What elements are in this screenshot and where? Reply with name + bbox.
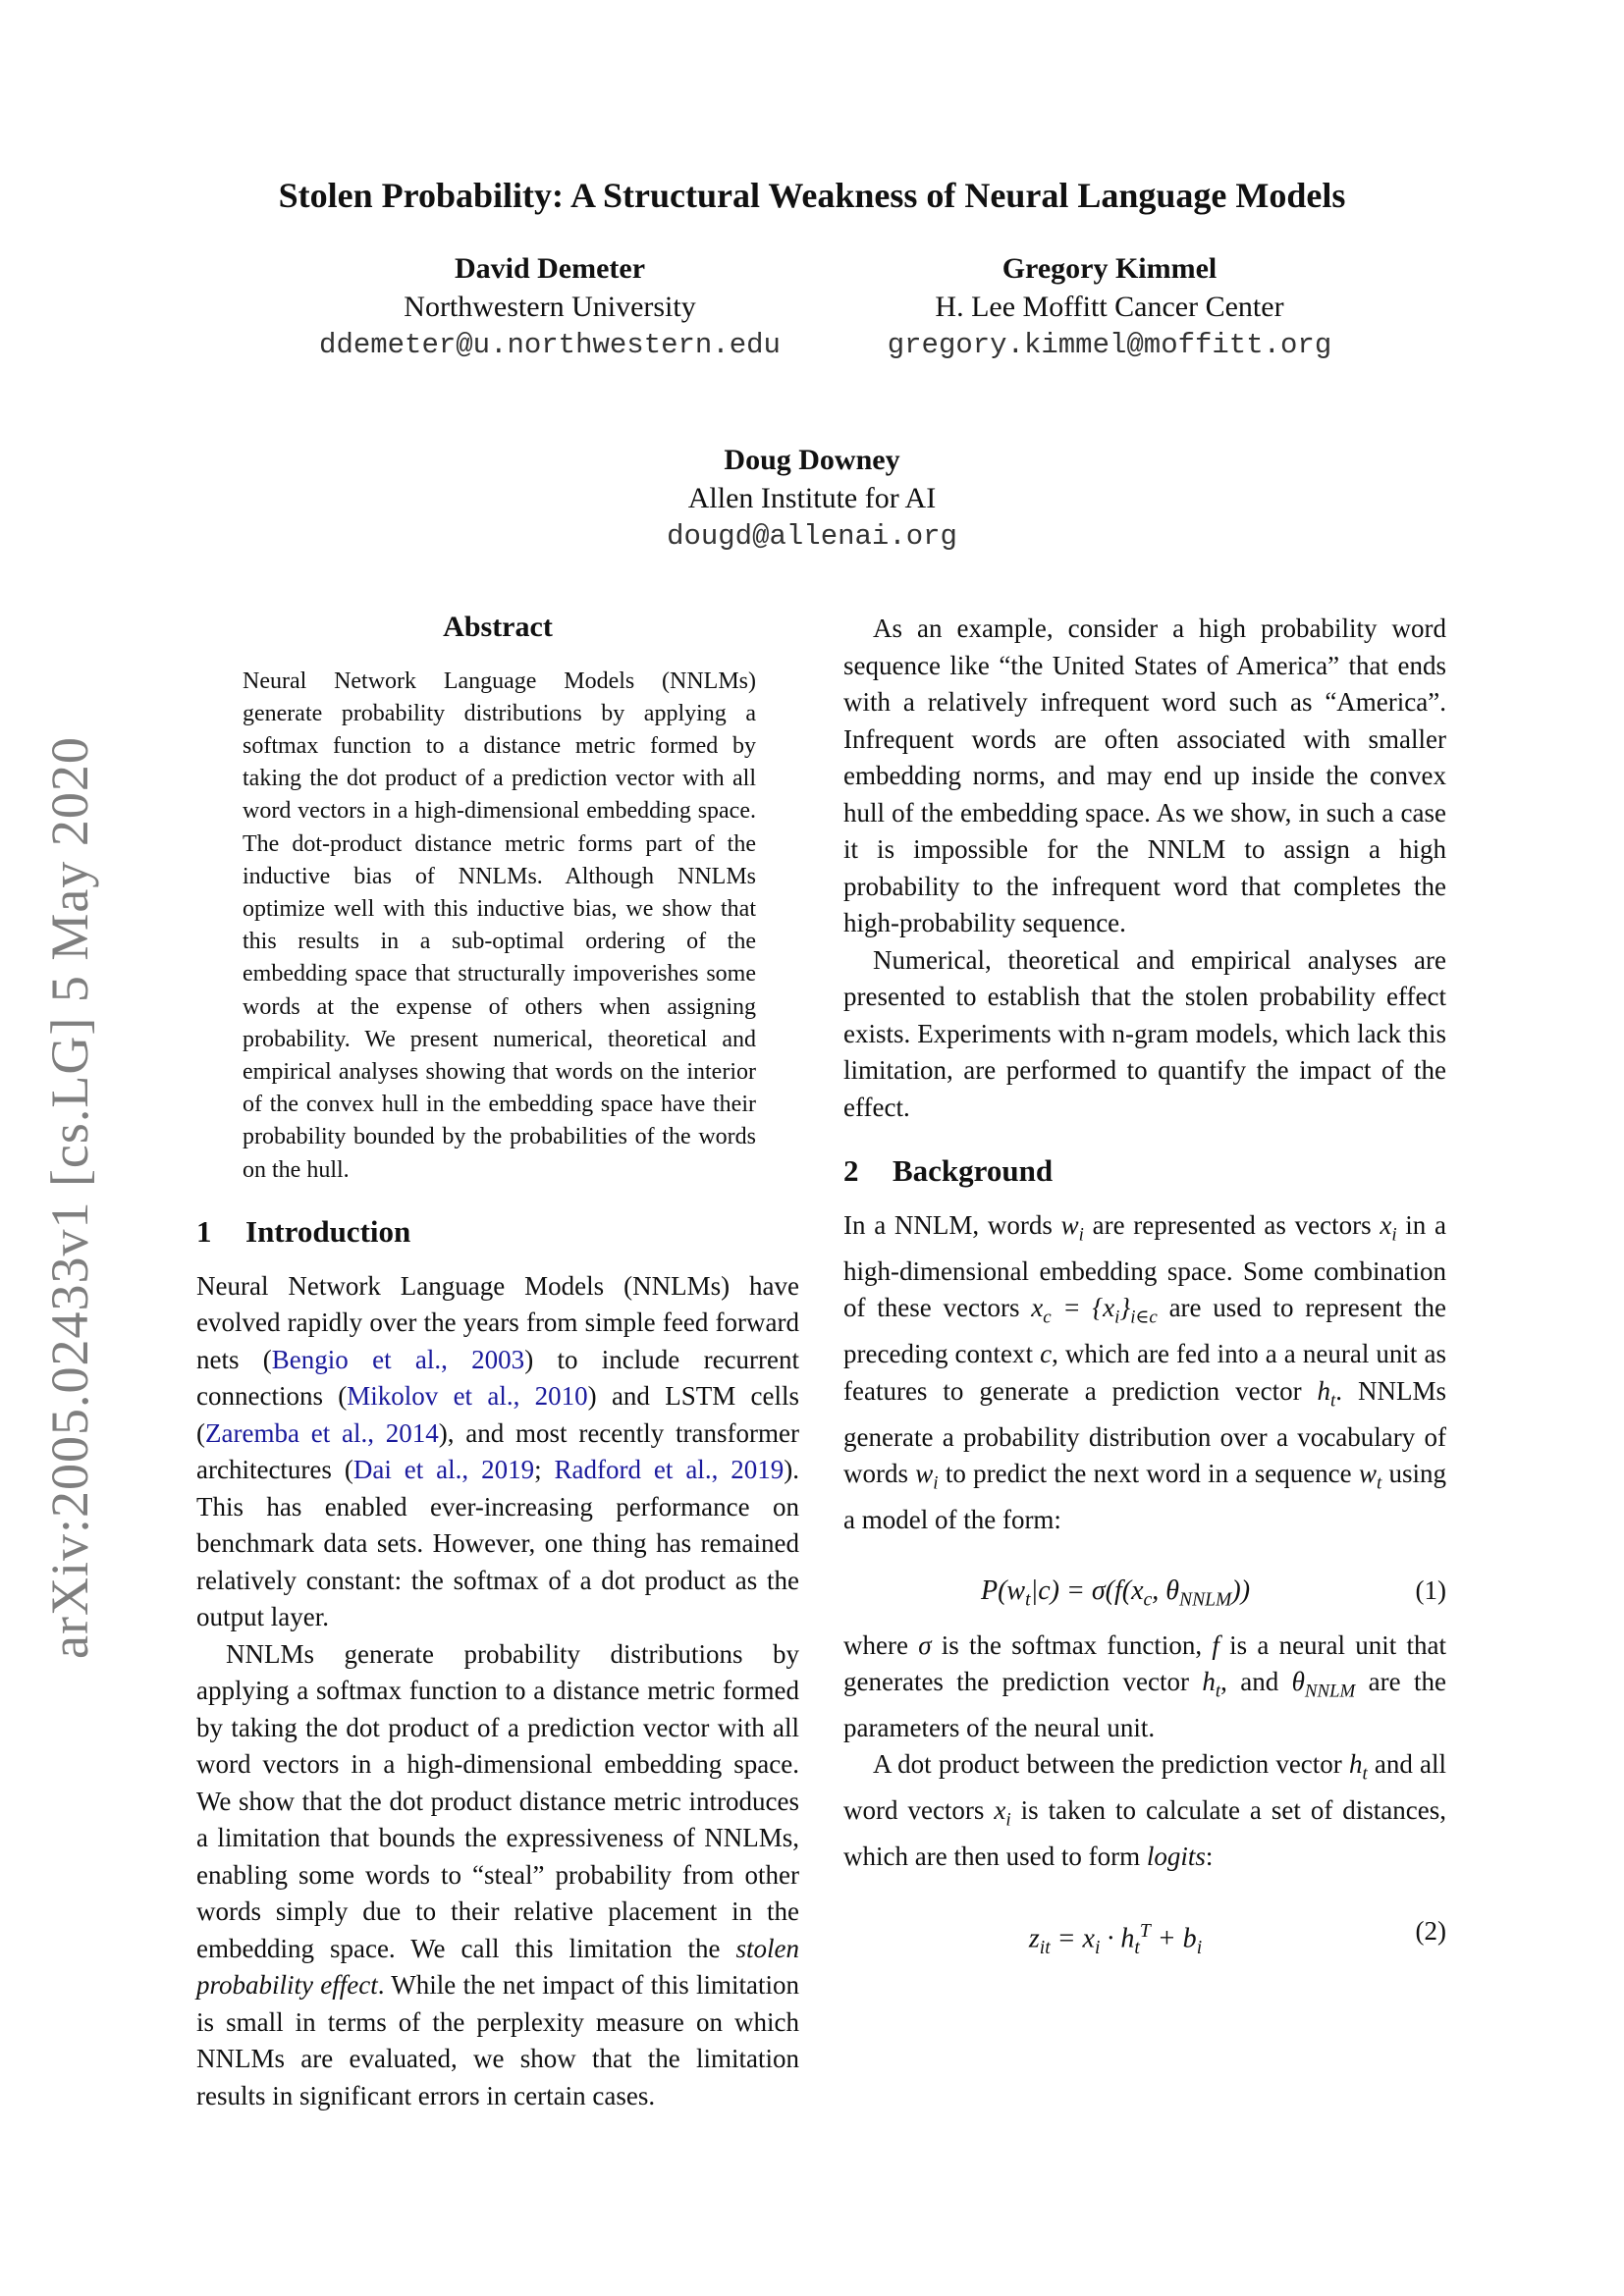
section-title: Introduction [245,1213,411,1249]
citation-link[interactable]: Radford et al., 2019 [554,1455,785,1485]
author-block [805,249,1414,364]
section-heading-introduction [196,1212,799,1252]
author-email: gregory.kimmel@moffitt.org [887,329,1332,361]
background-paragraph-1: In a NNLM, words $w_i$ are represented as vectors $x_i$ in a high-dimensional embedding space. Some combination of these vectors $x_c = \{x_i\}_{i\in c}$ are used to represent the preceding context c, which are fed into a a neural unit as features to generate a prediction vector $h_t$. NNLMs generate a probability distribution over a vocabulary of words $w_i$ to predict the next word in a sequence $w_t$ using a model of the form: [843,1210,1447,1535]
abstract-text: Neural Network Language Models (NNLMs) generate probability distributions by applying a softmax function to a distance metric formed by taking the dot product of a prediction vector with all word vectors in a high-dimensional embedding space. The dot-product distance metric forms part of the inductive bias of NNLMs. Although NNLMs optimize well with this inductive bias, we show that this results in a sub-optimal ordering of the embedding space that structurally impoverishes some words at the expense of others when assigning probability. We present numerical, theoretical and empirical analyses showing that words on the interior of the convex hull in the embedding space have their probability bounded by the probabilities of the words on the hull. [243,667,756,1183]
author-name: David Demeter [454,252,646,285]
author-affiliation: Allen Institute for AI [687,482,937,514]
author-affiliation: H. Lee Moffitt Cancer Center [935,291,1284,323]
author-block [517,441,1107,556]
author-email: dougd@allenai.org [667,520,957,553]
intro-paragraph-1: Neural Network Language Models (NNLMs) have evolved rapidly over the years from simple feed forward nets (Bengio et al., 2003) to include recurrent connections (Mikolov et al., 2010) and LSTM cells (Zaremba et al., 2014), and most recently transformer architectures (Dai et al., 2019; Radford et al., 2019). This has enabled ever-increasing performance on benchmark data sets. However, one thing has remained relatively constant: the softmax of a dot product as the output layer. [196,1270,800,1632]
arxiv-side-stamp: arXiv:2005.02433v1 [cs.LG] 5 May 2020 [40,736,99,1659]
author-name: Doug Downey [724,444,900,476]
paper-title: Stolen Probability: A Structural Weakness of Neural Language Models [278,176,1346,215]
section-number: 1 [196,1213,212,1249]
equation-number: (2) [1415,1915,1446,1946]
author-block [255,249,844,364]
citation-link[interactable]: Bengio et al., 2003 [271,1344,525,1374]
citation-link[interactable]: Dai et al., 2019 [352,1455,535,1485]
equation-2 [843,1899,1446,1968]
intro-paragraph-2: NNLMs generate probability distributions by applying a softmax function to a distance metric formed by taking the dot product of a prediction vector with all word vectors in a high-dimensional embedding space. We show that the dot product distance metric introduces a limitation that bounds the expressiveness of NNLMs, enabling some words to “steal” probability from other words simply due to their relative placement in the embedding space. We call this limitation the stolen probability effect. While the net impact of this limitation is small in terms of the perplexity measure on which NNLMs are evaluated, we show that the limitation results in significant errors in certain cases. [196,1638,799,2110]
intro-paragraph-3: As an example, consider a high probability word sequence like “the United States of America” that ends with a relatively infrequent word such as “America”. Infrequent words are often associated with smaller embedding norms, and may end up inside the convex hull of the embedding space. As we show, in such a case it is impossible for the NNLM to assign a high probability to the infrequent word that completes the high-probability sequence. [843,614,1446,937]
citation-link[interactable]: Mikolov et al., 2010 [347,1381,588,1412]
section-number: 2 [843,1153,859,1188]
author-email: ddemeter@u.northwestern.edu [319,329,781,361]
intro-paragraph-4: Numerical, theoretical and empirical analyses are presented to establish that the stolen probability effect exists. Experiments with n-gram models, which lack this limitation, are performed to quantify the impact of the effect. [843,944,1446,1122]
background-paragraph-2: where σ is the softmax function, f is a neural unit that generates the prediction vector $h_t$, and $\theta_{NNLM}$ are the parameters of the neural unit. [843,1629,1446,1742]
right-column [843,611,1446,1968]
left-column [196,609,799,2114]
abstract-heading: Abstract [443,611,553,643]
equation-expression: $z_{it} = x_i \cdot h_t^T + b_i$ [1028,1920,1203,1958]
equation-number: (1) [1415,1575,1446,1605]
citation-link[interactable]: Zaremba et al., 2014 [205,1417,439,1448]
equation-1 [843,1559,1446,1628]
equation-expression: $P(w_t|c) = \sigma(f(x_c$, $\theta_{NNLM}$)) [980,1575,1251,1611]
background-paragraph-3: A dot product between the prediction vector $h_t$ and all word vectors $x_i$ is taken to calculate a set of distances, which are then used to form logits: [843,1749,1446,1872]
emphasis-term: stolen probability effect [196,1933,799,2001]
section-title: Background [893,1153,1054,1188]
author-name: Gregory Kimmel [1001,252,1218,285]
section-heading-background [843,1151,1446,1191]
author-affiliation: Northwestern University [404,291,696,323]
